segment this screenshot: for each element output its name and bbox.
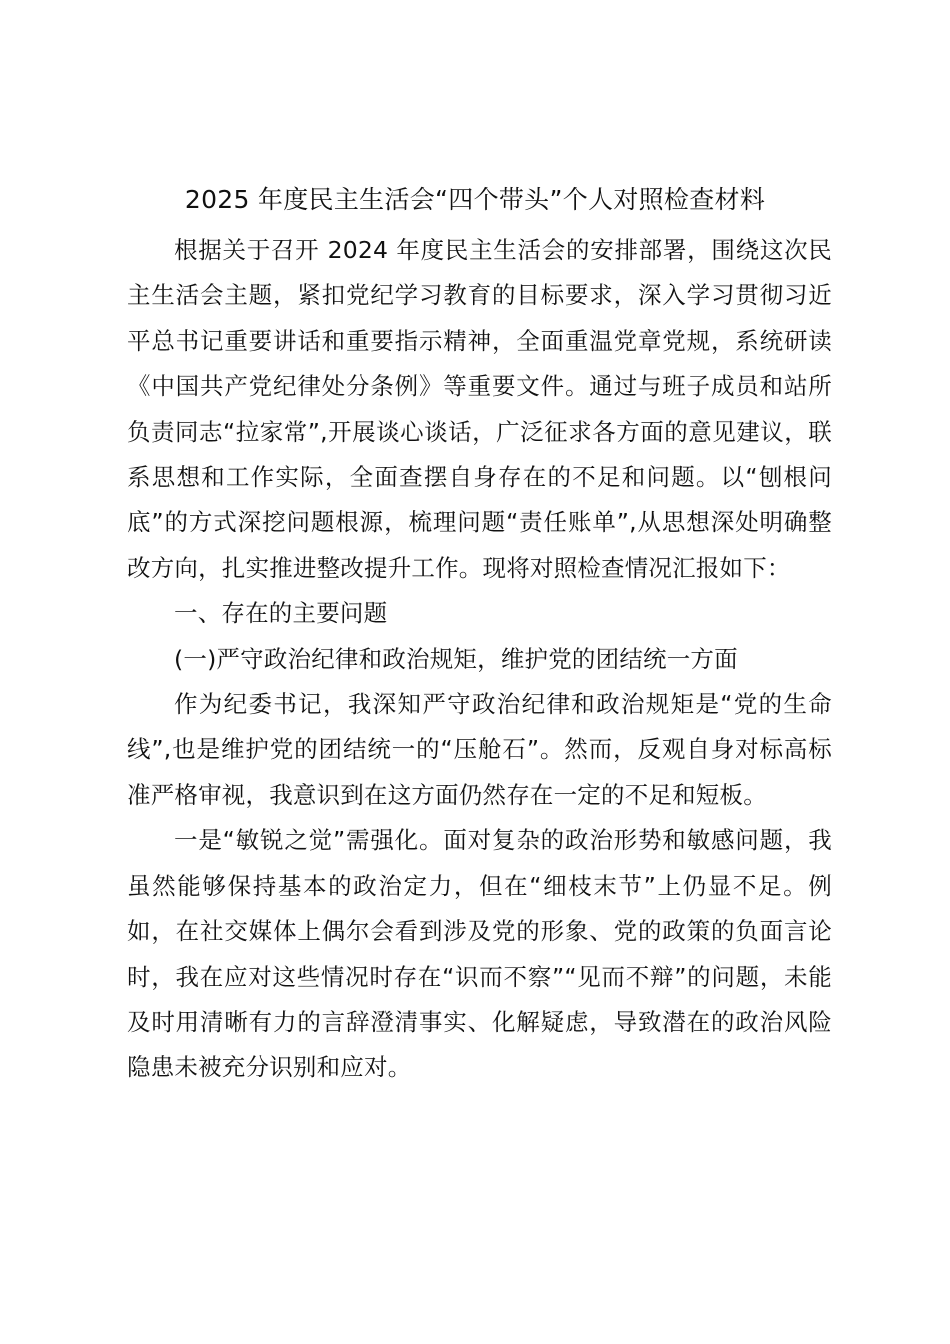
document-title: 2025 年度民主生活会“四个带头”个人对照检查材料	[184, 185, 766, 214]
paragraph-point-one: 一是“敏锐之觉”需强化。面对复杂的政治形势和敏感问题，我虽然能够保持基本的政治定力，但在“细枝末节”上仍显不足。例如，在社交媒体上偶尔会看到涉及党的形象、党的政策的负面言论时，我在应对这些情况时存在“识而不察”“见而不辩”的问题，未能及时用清晰有力的言辞澄清事实、化解疑虑，导致潜在的政治风险隐患未被充分识别和应对。	[127, 826, 832, 1082]
subsection-heading-1: (一)严守政治纪律和政治规矩，维护党的团结统一方面	[174, 644, 738, 673]
document-body	[127, 228, 832, 1091]
paragraph-intro: 根据关于召开 2024 年度民主生活会的安排部署，围绕这次民主生活会主题，紧扣党纪学习教育的目标要求，深入学习贯彻习近平总书记重要讲话和重要指示精神，全面重温党章党规，系统研读《中国共产党纪律处分条例》等重要文件。通过与班子成员和站所负责同志“拉家常”,开展谈心谈话，广泛征求各方面的意见建议，联系思想和工作实际，全面查摆自身存在的不足和问题。以“刨根问底”的方式深挖问题根源，梳理问题“责任账单”,从思想深处明确整改方向，扎实推进整改提升工作。现将对照检查情况汇报如下：	[127, 236, 832, 582]
section-heading-1: 一、存在的主要问题	[174, 599, 388, 628]
paragraph-discipline: 作为纪委书记，我深知严守政治纪律和政治规矩是“党的生命线”,也是维护党的团结统一的“压舱石”。然而，反观自身对标高标准严格审视，我意识到在这方面仍然存在一定的不足和短板。	[127, 690, 832, 809]
